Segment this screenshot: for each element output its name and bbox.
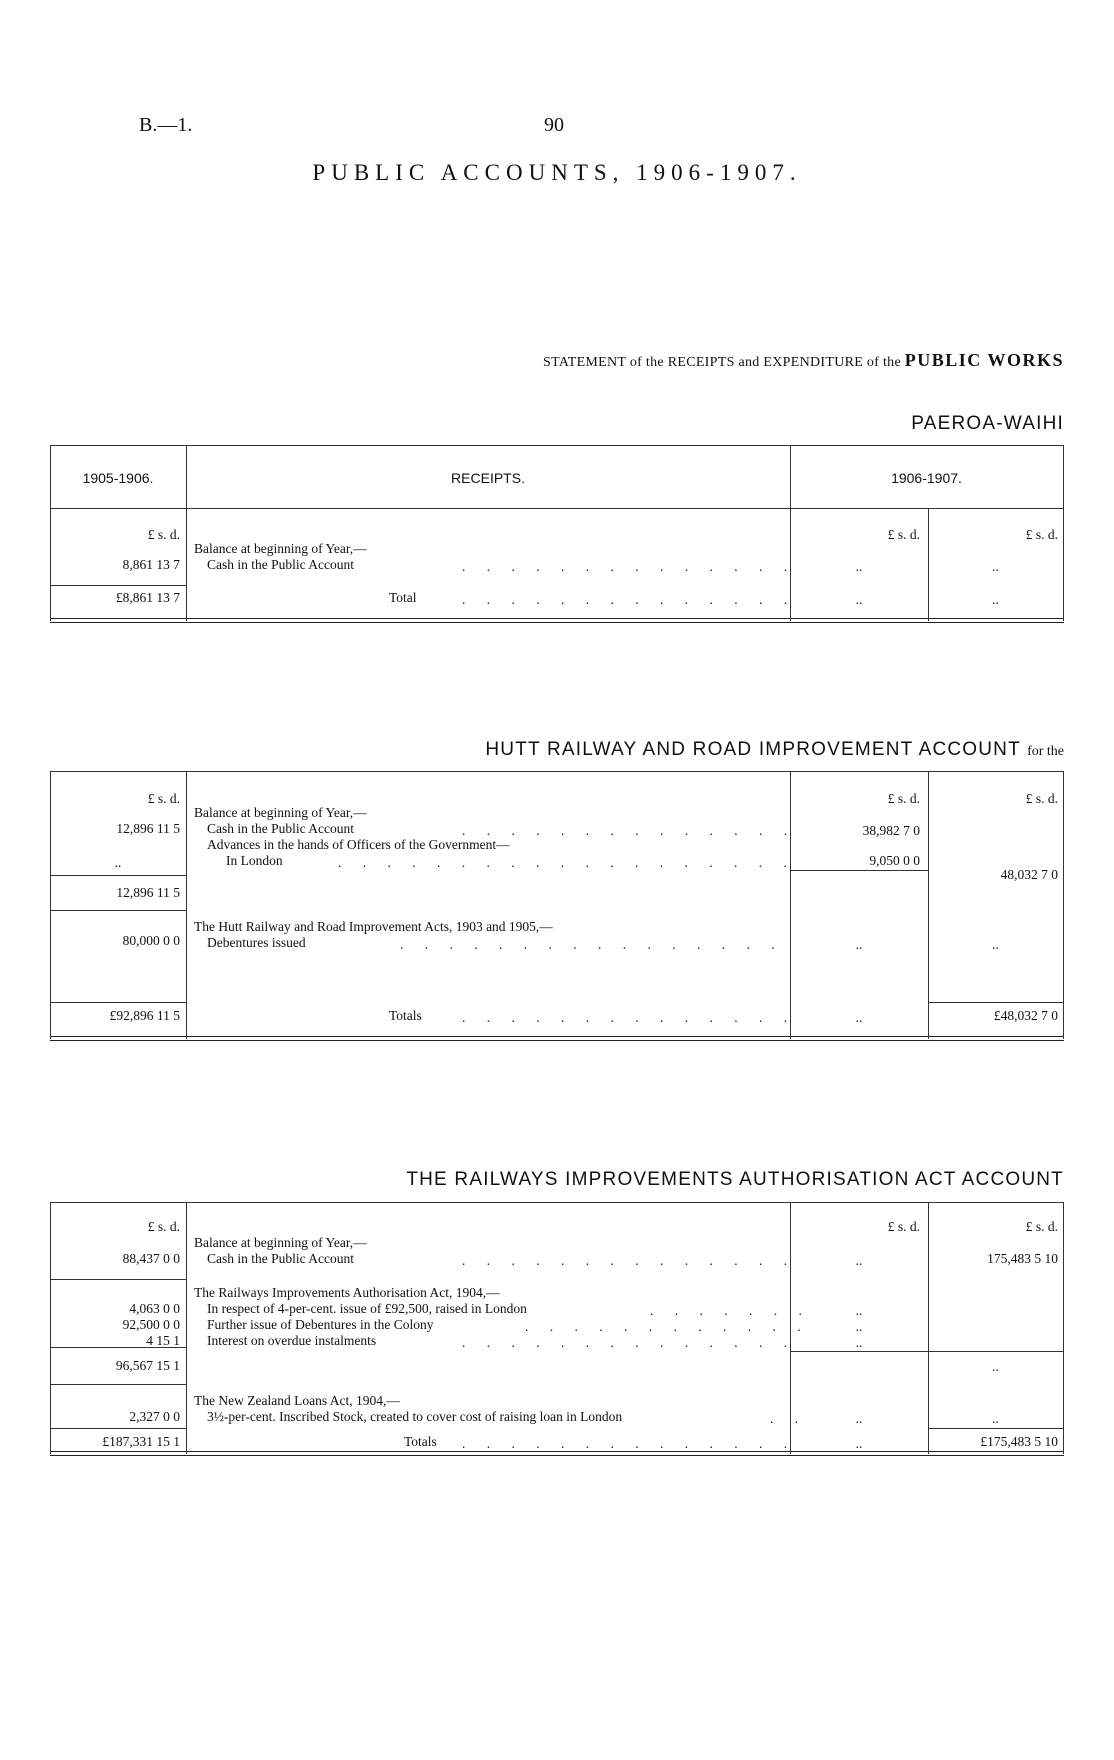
hutt-subtotal-right: 48,032 7 0 [1000, 867, 1058, 882]
hutt-debentures-left: 80,000 0 0 [122, 933, 180, 948]
railways-currency-left: £ s. d. [147, 1219, 180, 1234]
hutt-london-left-ditto: .. [114, 855, 122, 870]
railways-totals-left: £187,331 15 1 [102, 1434, 180, 1449]
hutt-title [485, 739, 1064, 761]
railways-stock-right-ditto: .. [992, 1411, 999, 1426]
railways-totals-label: Totals [404, 1434, 437, 1449]
hutt-totals-label: Totals [389, 1008, 422, 1023]
paeroa-cash-right-ditto: .. [992, 559, 999, 574]
railways-issue-mid-ditto: .. [855, 1303, 863, 1318]
railways-title: THE RAILWAYS IMPROVEMENTS AUTHORISATION ACT ACCOUNT [406, 1169, 1064, 1190]
paeroa-currency-left: £ s. d. [147, 527, 180, 542]
paeroa-currency-mid: £ s. d. [887, 527, 920, 542]
hutt-currency-right: £ s. d. [1025, 791, 1058, 806]
hutt-totals-left: £92,896 11 5 [109, 1008, 180, 1023]
hutt-currency-left: £ s. d. [147, 791, 180, 806]
hutt-title-main: HUTT RAILWAY AND ROAD IMPROVEMENT ACCOUNT [485, 739, 1021, 760]
railways-cash-label: Cash in the Public Account [207, 1251, 354, 1266]
railways-interest-mid-ditto: .. [855, 1335, 863, 1350]
hutt-debentures-right-ditto: .. [992, 937, 999, 952]
railways-interest-left: 4 15 1 [146, 1333, 180, 1348]
paeroa-cash-label: Cash in the Public Account [207, 557, 354, 572]
hutt-cash-mid: 38,982 7 0 [862, 823, 920, 838]
railways-interest-label: Interest on overdue instalments [207, 1333, 377, 1348]
document-code: B.—1. [139, 114, 193, 136]
hutt-totals-mid-ditto: .. [855, 1010, 863, 1025]
paeroa-total-label: Total [389, 590, 417, 605]
hutt-debentures-label: Debentures issued [207, 935, 306, 950]
hutt-totals-right: £48,032 7 0 [993, 1008, 1058, 1023]
hutt-balance-label: Balance at beginning of Year,— [194, 805, 367, 820]
hutt-currency-mid: £ s. d. [887, 791, 920, 806]
hutt-cash-left: 12,896 11 5 [116, 821, 180, 836]
hutt-london-label: In London [226, 853, 283, 868]
hutt-cash-leader: . . . . . . . . . . . . . . [462, 823, 797, 838]
railways-issue-left: 4,063 0 0 [129, 1301, 180, 1316]
railways-stock-left: 2,327 0 0 [129, 1409, 180, 1424]
paeroa-cash-leader: . . . . . . . . . . . . . . [462, 559, 797, 574]
hutt-cash-label: Cash in the Public Account [207, 821, 354, 836]
railways-cash-right: 175,483 5 10 [987, 1251, 1058, 1266]
railways-currency-right: £ s. d. [1025, 1219, 1058, 1234]
railways-loans-label: The New Zealand Loans Act, 1904,— [194, 1393, 400, 1408]
hutt-totals-leader: . . . . . . . . . . . . . . [462, 1010, 797, 1025]
paeroa-total-right-ditto: .. [992, 592, 999, 607]
paeroa-balance-label: Balance at beginning of Year,— [194, 541, 367, 556]
paeroa-total-mid-ditto: .. [855, 592, 863, 607]
page-number: 90 [544, 114, 564, 136]
paeroa-col-1905: 1905-1906. [82, 470, 154, 486]
railways-further-mid-ditto: .. [855, 1319, 863, 1334]
railways-cash-mid-ditto: .. [855, 1253, 863, 1268]
hutt-title-suffix: for the [1027, 744, 1064, 759]
hutt-debentures-leader: . . . . . . . . . . . . . . . . [400, 937, 784, 952]
hutt-debentures-mid-ditto: .. [855, 937, 863, 952]
railways-further-left: 92,500 0 0 [122, 1317, 180, 1332]
railways-balance-label: Balance at beginning of Year,— [194, 1235, 367, 1250]
paeroa-col-1906: 1906-1907. [891, 470, 962, 486]
paeroa-total-amount: £8,861 13 7 [115, 590, 180, 605]
railways-currency-mid: £ s. d. [887, 1219, 920, 1234]
hutt-london-mid: 9,050 0 0 [869, 853, 920, 868]
statement-heading [543, 350, 1064, 371]
statement-emphasis: PUBLIC WORKS [904, 350, 1064, 370]
railways-act-label: The Railways Improvements Authorisation Act, 1904,— [194, 1285, 500, 1300]
railways-totals-right: £175,483 5 10 [980, 1434, 1058, 1449]
hutt-london-leader: . . . . . . . . . . . . . . . . . . . [338, 855, 796, 870]
paeroa-currency-right: £ s. d. [1025, 527, 1058, 542]
railways-issue-leader: . . . . . . . [650, 1303, 811, 1318]
railways-issue-label: In respect of 4-per-cent. issue of £92,500, raised in London [207, 1301, 527, 1316]
hutt-advances-label: Advances in the hands of Officers of the Government— [207, 837, 510, 852]
paeroa-total-leader: . . . . . . . . . . . . . . [462, 592, 797, 607]
railways-further-leader: . . . . . . . . . . . . [525, 1319, 810, 1334]
railways-further-label: Further issue of Debentures in the Colony [207, 1317, 434, 1332]
railways-totals-mid-ditto: .. [855, 1436, 863, 1451]
railways-interest-leader: . . . . . . . . . . . . . . [462, 1335, 797, 1350]
paeroa-title: PAEROA-WAIHI [911, 413, 1064, 434]
railways-cash-left: 88,437 0 0 [122, 1251, 180, 1266]
railways-cash-leader: . . . . . . . . . . . . . . [462, 1253, 797, 1268]
railways-subtotal-left: 96,567 15 1 [115, 1358, 180, 1373]
paeroa-col-receipts: RECEIPTS. [451, 470, 525, 486]
paeroa-cash-mid-ditto: .. [855, 559, 863, 574]
railways-stock-label: 3½-per-cent. Inscribed Stock, created to cover cost of raising loan in London [207, 1409, 623, 1424]
statement-prefix: STATEMENT of the RECEIPTS and EXPENDITURE of the [543, 355, 901, 370]
railways-stock-leader: . . [770, 1411, 808, 1426]
page-title: PUBLIC ACCOUNTS, 1906-1907. [312, 160, 802, 185]
railways-stock-mid-ditto: .. [855, 1411, 863, 1426]
railways-subtotal-right-ditto: .. [992, 1359, 999, 1374]
hutt-acts-label: The Hutt Railway and Road Improvement Acts, 1903 and 1905,— [194, 919, 553, 934]
hutt-subtotal-left: 12,896 11 5 [116, 885, 180, 900]
railways-totals-leader: . . . . . . . . . . . . . . [462, 1436, 797, 1451]
paeroa-cash-amount: 8,861 13 7 [122, 557, 180, 572]
